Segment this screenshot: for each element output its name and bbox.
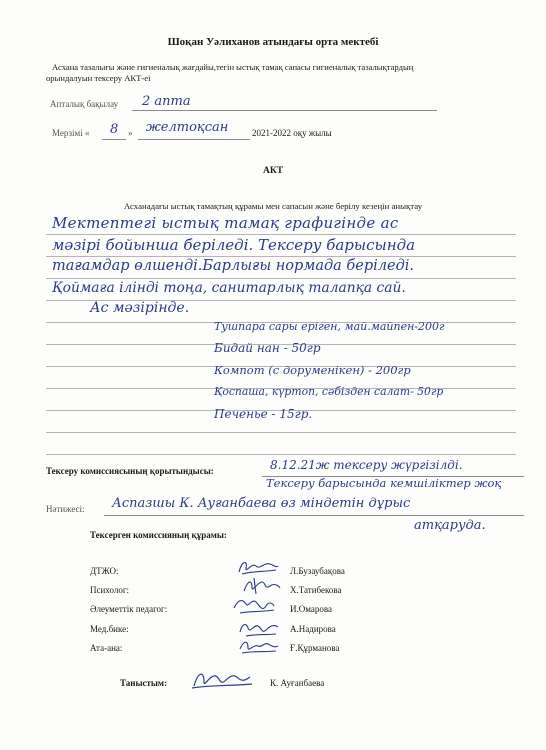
ruled-line (46, 278, 516, 279)
member-name: А.Надирова (290, 624, 336, 634)
conclusion-line1: 8.12.21ж тексеру жүргізілді. (270, 458, 463, 472)
result-underline (104, 515, 524, 516)
date-month-underline (138, 139, 250, 140)
signature-image (236, 558, 280, 578)
member-name: Ғ.Құрманова (290, 643, 340, 653)
period-label: Апталық бақылау (50, 99, 119, 109)
signature-image (232, 596, 276, 616)
signature-image (236, 618, 280, 638)
conclusion-line2: Тексеру барысында кемшіліктер жоқ (266, 476, 502, 490)
handwritten-line: мәзірі бойынша беріледі. Тексеру барысында (52, 236, 416, 254)
handwritten-line: тағамдар өлшенді.Барлығы нормада беріледі. (52, 258, 415, 274)
member-name: И.Омарова (290, 604, 333, 614)
result-line1: Аспазшы К. Ауғанбаева өз міндетін дұрыс (112, 496, 411, 511)
member-name: Л.Бузаубақова (290, 566, 345, 576)
handwritten-line: Мектептегі ыстық тамақ графигінде ас (52, 214, 399, 232)
menu-item: Қоспаша, күртоп, сәбізден салат- 50гр (214, 385, 444, 398)
menu-item: Компот (с доруменікен) - 200гр (214, 363, 411, 377)
school-title: Шоқан Уәлиханов атындағы орта мектебі (167, 36, 379, 48)
member-role: Әлеуметтік педагог: (90, 604, 168, 614)
ruled-line (46, 432, 516, 433)
signature-image (190, 668, 254, 692)
ruled-line (46, 454, 516, 455)
act-title: АКТ (262, 166, 284, 176)
ruled-line (46, 234, 516, 235)
acquainted-name: К. Ауғанбаева (270, 678, 325, 688)
date-day: 8 (110, 122, 119, 137)
handwritten-line: Қоймаға ілінді тоңа, санитарлық талапқа сай. (52, 280, 406, 296)
date-day-underline (102, 139, 126, 140)
date-month: желтоқсан (146, 120, 229, 135)
act-subtitle-line1: Асхана тазалығы және гигиеналық жағдайы,тегін ыстық тамақ сапасы гигиеналық тазалықтардың (52, 62, 414, 72)
member-role: Психолог: (90, 585, 130, 595)
result-line2: атқаруда. (414, 518, 486, 533)
signature-image (236, 636, 280, 656)
date-mid: » (128, 128, 133, 138)
conclusion-label: Тексеру комиссиясының қорытындысы: (46, 466, 214, 476)
period-underline (132, 110, 437, 111)
member-role: ДТЖО: (90, 566, 119, 576)
act-description: Асханадағы ыстық тамақтың құрамы мен сапасын және берілу кезеңін анықтау (123, 201, 423, 211)
act-subtitle-line2: орындалуын тексеру АКТ-еі (46, 73, 151, 83)
member-role: Мед.бике: (90, 624, 129, 634)
period-value: 2 апта (142, 94, 191, 109)
menu-item: Печенье - 15гр. (214, 407, 313, 421)
signature-image (240, 576, 284, 596)
acquainted-label: Таныстым: (120, 678, 168, 688)
date-prefix: Мерзімі « (52, 128, 90, 138)
member-role: Ата-ана: (90, 643, 123, 653)
result-label: Нәтижесі: (46, 504, 85, 514)
menu-item: Бидай нан - 50гр (214, 341, 321, 355)
ruled-line (46, 256, 516, 257)
menu-item: Тушпара сары еріген, май.майпен-200г (214, 320, 445, 333)
handwritten-line: Ас мәзірінде. (90, 300, 190, 316)
commission-title: Тексерген комиссияның құрамы: (90, 530, 227, 540)
member-name: Х.Татибекова (290, 585, 342, 595)
date-year: 2021-2022 оқу жылы (252, 128, 332, 138)
